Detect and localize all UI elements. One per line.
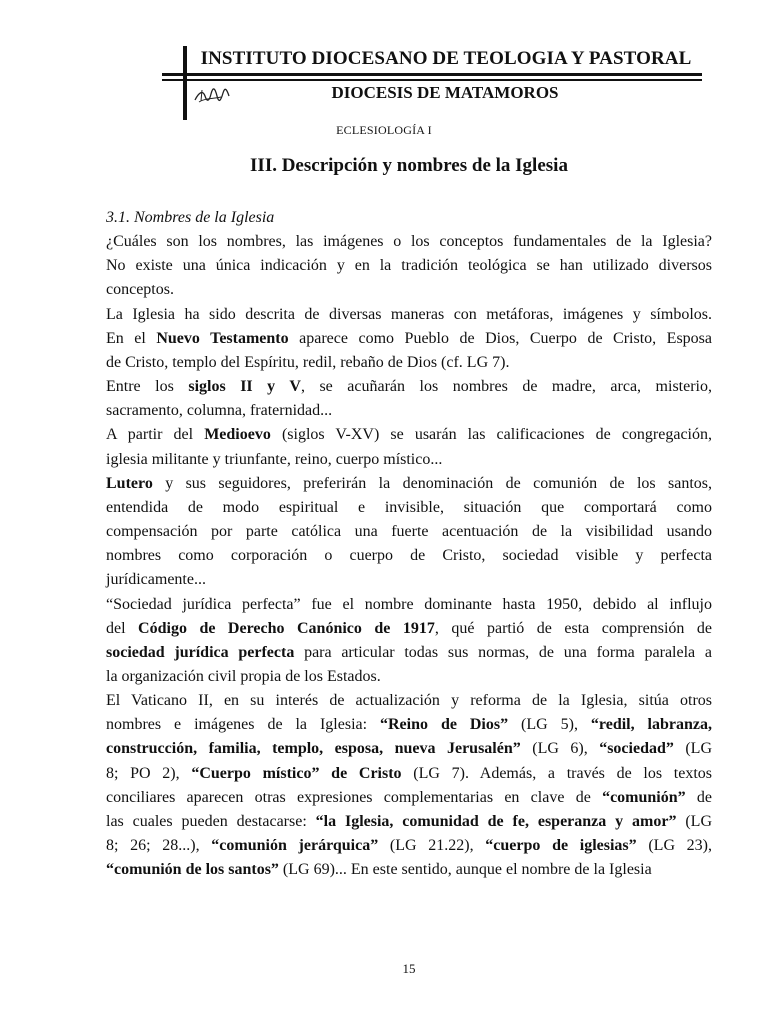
text-line bbox=[106, 544, 712, 568]
text-run: (LG bbox=[676, 812, 713, 830]
bold-text-run: “Cuerpo místico” de Cristo bbox=[191, 764, 402, 782]
text-run: (LG 7). Además, a través de los textos bbox=[401, 764, 712, 782]
text-line bbox=[106, 351, 712, 375]
text-line bbox=[106, 689, 712, 713]
text-run: , se acuñarán los nombres de madre, arca, misterio, bbox=[300, 378, 712, 396]
text-run: La Iglesia ha sido descrita de diversas maneras con metáforas, imágenes y símbolos. bbox=[106, 305, 712, 323]
text-run: y sus seguidores, preferirán la denominación de comunión de los santos, bbox=[152, 474, 712, 492]
bold-text-run: “comunión jerárquica” bbox=[211, 837, 379, 855]
text-line bbox=[106, 617, 712, 641]
text-run: En el bbox=[106, 329, 157, 347]
text-line bbox=[106, 375, 712, 399]
bold-text-run: “comunión” bbox=[602, 788, 686, 806]
text-line bbox=[106, 810, 712, 834]
section-title: 3.1. Nombres de la Iglesia bbox=[106, 209, 275, 226]
text-line bbox=[106, 834, 712, 858]
text-run: jurídicamente... bbox=[106, 571, 206, 589]
bold-text-run: sociedad jurídica perfecta bbox=[106, 643, 295, 661]
page-number: 15 bbox=[402, 961, 416, 976]
text-line bbox=[106, 641, 712, 665]
bold-text-run: “sociedad” bbox=[599, 740, 674, 758]
bold-text-run: Nuevo Testamento bbox=[156, 329, 289, 347]
text-line bbox=[106, 230, 712, 254]
text-run: la organización civil propia de los Estados. bbox=[106, 667, 381, 685]
text-run: (siglos V-XV) se usarán las calificaciones de congregación, bbox=[270, 426, 712, 444]
cross-emblem-vertical bbox=[183, 46, 187, 120]
text-run: (LG 23), bbox=[636, 837, 713, 855]
text-run: A partir del bbox=[106, 426, 205, 444]
bold-text-run: siglos II y V bbox=[188, 378, 301, 396]
bold-text-run: Código de Derecho Canónico de 1917 bbox=[138, 619, 435, 637]
text-line bbox=[106, 278, 712, 302]
text-line bbox=[106, 254, 712, 278]
text-line bbox=[106, 568, 712, 592]
bold-text-run: Medioevo bbox=[204, 426, 271, 444]
body-paragraph bbox=[106, 303, 712, 375]
text-line bbox=[106, 423, 712, 447]
text-run: Entre los bbox=[106, 378, 189, 396]
text-run: , qué partió de esta comprensión de bbox=[434, 619, 713, 637]
text-run: (LG 69)... En este sentido, aunque el nombre de la Iglesia bbox=[278, 861, 652, 879]
bold-text-run: “comunión de los santos” bbox=[106, 861, 279, 879]
header-rule-thin bbox=[162, 79, 702, 81]
bold-text-run: construcción, familia, templo, esposa, nueva Jerusalén” bbox=[106, 740, 521, 758]
text-line bbox=[106, 737, 712, 761]
text-line bbox=[106, 762, 712, 786]
text-run: las cuales pueden destacarse: bbox=[106, 812, 316, 830]
text-run: El Vaticano II, en su interés de actualización y reforma de la Iglesia, sitúa otros bbox=[106, 692, 712, 710]
text-line bbox=[106, 520, 712, 544]
text-run: 8; PO 2), bbox=[106, 764, 192, 782]
text-run: (LG 5), bbox=[508, 716, 591, 734]
text-run: ¿Cuáles son los nombres, las imágenes o los conceptos fundamentales de la Iglesia? bbox=[106, 233, 712, 251]
text-line bbox=[106, 472, 712, 496]
institute-name: INSTITUTO DIOCESANO DE TEOLOGIA Y PASTORAL bbox=[200, 48, 692, 69]
text-line bbox=[106, 713, 712, 737]
text-line bbox=[106, 665, 712, 689]
text-run: (LG 6), bbox=[520, 740, 600, 758]
chapter-title: III. Descripción y nombres de la Iglesia bbox=[250, 155, 568, 176]
bold-text-run: “la Iglesia, comunidad de fe, esperanza y amor” bbox=[315, 812, 677, 830]
body-paragraph bbox=[106, 230, 712, 302]
bold-text-run: Lutero bbox=[106, 474, 153, 492]
text-run: aparece como Pueblo de Dios, Cuerpo de Cristo, Esposa bbox=[288, 329, 713, 347]
header-rule-thick bbox=[162, 73, 702, 76]
text-run: sacramento, columna, fraternidad... bbox=[106, 402, 333, 420]
text-run: de bbox=[685, 788, 712, 806]
text-run: nombres e imágenes de la Iglesia: bbox=[106, 716, 380, 734]
bold-text-run: “cuerpo de iglesias” bbox=[485, 837, 637, 855]
text-run: nombres como corporación o cuerpo de Cristo, sociedad visible y perfecta bbox=[106, 547, 712, 565]
body-paragraph bbox=[106, 375, 712, 423]
body-paragraph bbox=[106, 472, 712, 593]
text-run: de Cristo, templo del Espíritu, redil, rebaño de Dios (cf. LG 7). bbox=[106, 353, 510, 371]
text-line bbox=[106, 786, 712, 810]
text-run: para articular todas sus normas, de una forma paralela a bbox=[294, 643, 712, 661]
text-run: iglesia militante y triunfante, reino, cuerpo místico... bbox=[106, 450, 443, 468]
text-line bbox=[106, 496, 712, 520]
text-run: conciliares aparecen otras expresiones complementarias en clave de bbox=[106, 788, 603, 806]
diocese-name: DIOCESIS DE MATAMOROS bbox=[331, 83, 559, 102]
body-paragraph bbox=[106, 423, 712, 471]
body-paragraph bbox=[106, 593, 712, 690]
text-line bbox=[106, 399, 712, 423]
course-name: ECLESIOLOGÍA I bbox=[336, 123, 432, 137]
text-line bbox=[106, 593, 712, 617]
text-run: compensación por parte católica una fuerte acentuación de la visibilidad usando bbox=[106, 523, 712, 541]
document-body bbox=[106, 206, 712, 882]
text-line bbox=[106, 327, 712, 351]
text-line bbox=[106, 303, 712, 327]
text-run: “Sociedad jurídica perfecta” fue el nombre dominante hasta 1950, debido al influjo bbox=[106, 595, 712, 613]
text-line bbox=[106, 858, 712, 882]
document-header bbox=[0, 0, 768, 125]
text-run: entendida de modo espiritual e invisible, situación que comportará como bbox=[106, 498, 712, 516]
text-run: 8; 26; 28...), bbox=[106, 837, 212, 855]
text-run: (LG 21.22), bbox=[378, 837, 486, 855]
body-paragraph bbox=[106, 689, 712, 882]
signature-mark-icon bbox=[193, 84, 231, 106]
text-run: No existe una única indicación y en la tradición teológica se han utilizado diversos bbox=[106, 257, 712, 275]
text-line bbox=[106, 448, 712, 472]
text-run: del bbox=[106, 619, 139, 637]
bold-text-run: “redil, labranza, bbox=[590, 716, 712, 734]
text-run: (LG bbox=[673, 740, 712, 758]
text-run: conceptos. bbox=[106, 281, 174, 299]
bold-text-run: “Reino de Dios” bbox=[380, 716, 509, 734]
